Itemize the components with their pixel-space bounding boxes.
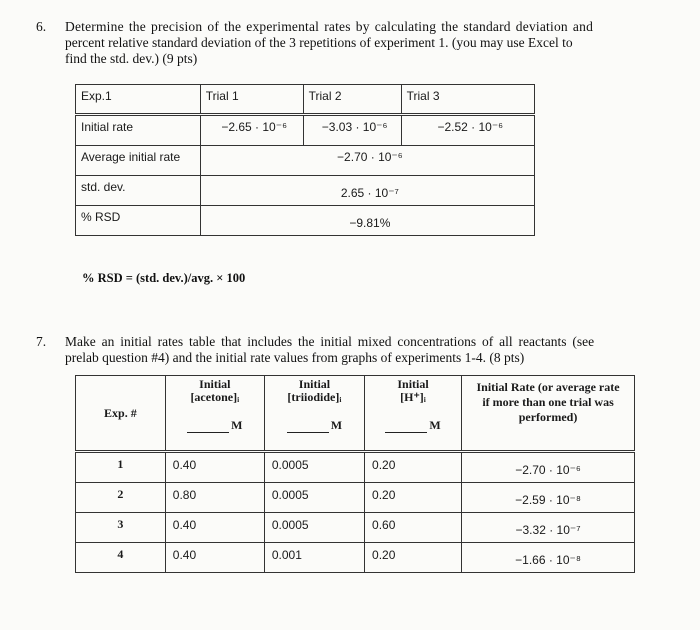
question-6-line-1: Determine the precision of the experimental rates by calculating the standard deviation and	[65, 19, 594, 34]
cell-trial-2-rate: −3.03 · 10⁻⁶	[303, 115, 401, 146]
row-label-initial-rate: Initial rate	[76, 115, 201, 146]
question-7-line-1: Make an initial rates table that includes the initial mixed concentrations of all reactants (see	[65, 334, 595, 349]
table-row	[76, 483, 635, 513]
cell-rate: −2.59 · 10⁻⁸	[462, 483, 635, 513]
question-7-line-2: prelab question #4) and the initial rate values from graphs of experiments 1-4. (8 pts)	[65, 350, 525, 365]
table-row	[76, 452, 635, 483]
question-6-number: 6.	[36, 19, 47, 34]
header-exp1: Exp.1	[76, 85, 201, 115]
question-6-line-3: find the std. dev.) (9 pts)	[65, 51, 198, 66]
table-row	[76, 513, 635, 543]
cell-exp: 1	[76, 452, 166, 483]
cell-acetone: 0.40	[165, 452, 264, 483]
header-trial-1: Trial 1	[200, 85, 303, 115]
cell-h-plus: 0.20	[365, 543, 462, 573]
row-label-rsd: % RSD	[76, 206, 201, 236]
cell-exp: 2	[76, 483, 166, 513]
header-exp-number: Exp. #	[76, 376, 166, 452]
cell-triiodide: 0.0005	[264, 452, 364, 483]
cell-exp: 4	[76, 543, 166, 573]
cell-trial-1-rate: −2.65 · 10⁻⁶	[200, 115, 303, 146]
cell-trial-3-rate: −2.52 · 10⁻⁶	[401, 115, 534, 146]
question-6-line-2: percent relative standard deviation of the 3 repetitions of experiment 1. (you may use Excel to	[65, 35, 573, 50]
header-triiodide: Initial [triiodide]ᵢ M	[264, 376, 364, 452]
cell-average: −2.70 · 10⁻⁶	[200, 146, 534, 176]
cell-std-dev: 2.65 · 10⁻⁷	[200, 176, 534, 206]
cell-rate: −3.32 · 10⁻⁷	[462, 513, 635, 543]
header-trial-3: Trial 3	[401, 85, 534, 115]
cell-h-plus: 0.20	[365, 452, 462, 483]
cell-acetone: 0.40	[165, 513, 264, 543]
row-label-average: Average initial rate	[76, 146, 201, 176]
question-7-text	[65, 334, 594, 366]
cell-rate: −1.66 · 10⁻⁸	[462, 543, 635, 573]
header-initial-rate: Initial Rate (or average rate if more than one trial was performed)	[462, 376, 635, 452]
table-row	[76, 543, 635, 573]
question-6-text	[65, 19, 593, 67]
cell-exp: 3	[76, 513, 166, 543]
cell-h-plus: 0.60	[365, 513, 462, 543]
cell-acetone: 0.40	[165, 543, 264, 573]
initial-rates-table	[75, 375, 635, 573]
cell-h-plus: 0.20	[365, 483, 462, 513]
header-acetone: Initial [acetone]ᵢ M	[165, 376, 264, 452]
rsd-formula: % RSD = (std. dev.)/avg. × 100	[82, 271, 246, 285]
header-trial-2: Trial 2	[303, 85, 401, 115]
header-h-plus: Initial [H⁺]ᵢ M	[365, 376, 462, 452]
question-7-number: 7.	[36, 334, 47, 349]
precision-table	[75, 84, 535, 236]
cell-rate: −2.70 · 10⁻⁶	[462, 452, 635, 483]
cell-triiodide: 0.001	[264, 543, 364, 573]
cell-rsd: −9.81%	[200, 206, 534, 236]
cell-triiodide: 0.0005	[264, 513, 364, 543]
cell-acetone: 0.80	[165, 483, 264, 513]
cell-triiodide: 0.0005	[264, 483, 364, 513]
row-label-std-dev: std. dev.	[76, 176, 201, 206]
